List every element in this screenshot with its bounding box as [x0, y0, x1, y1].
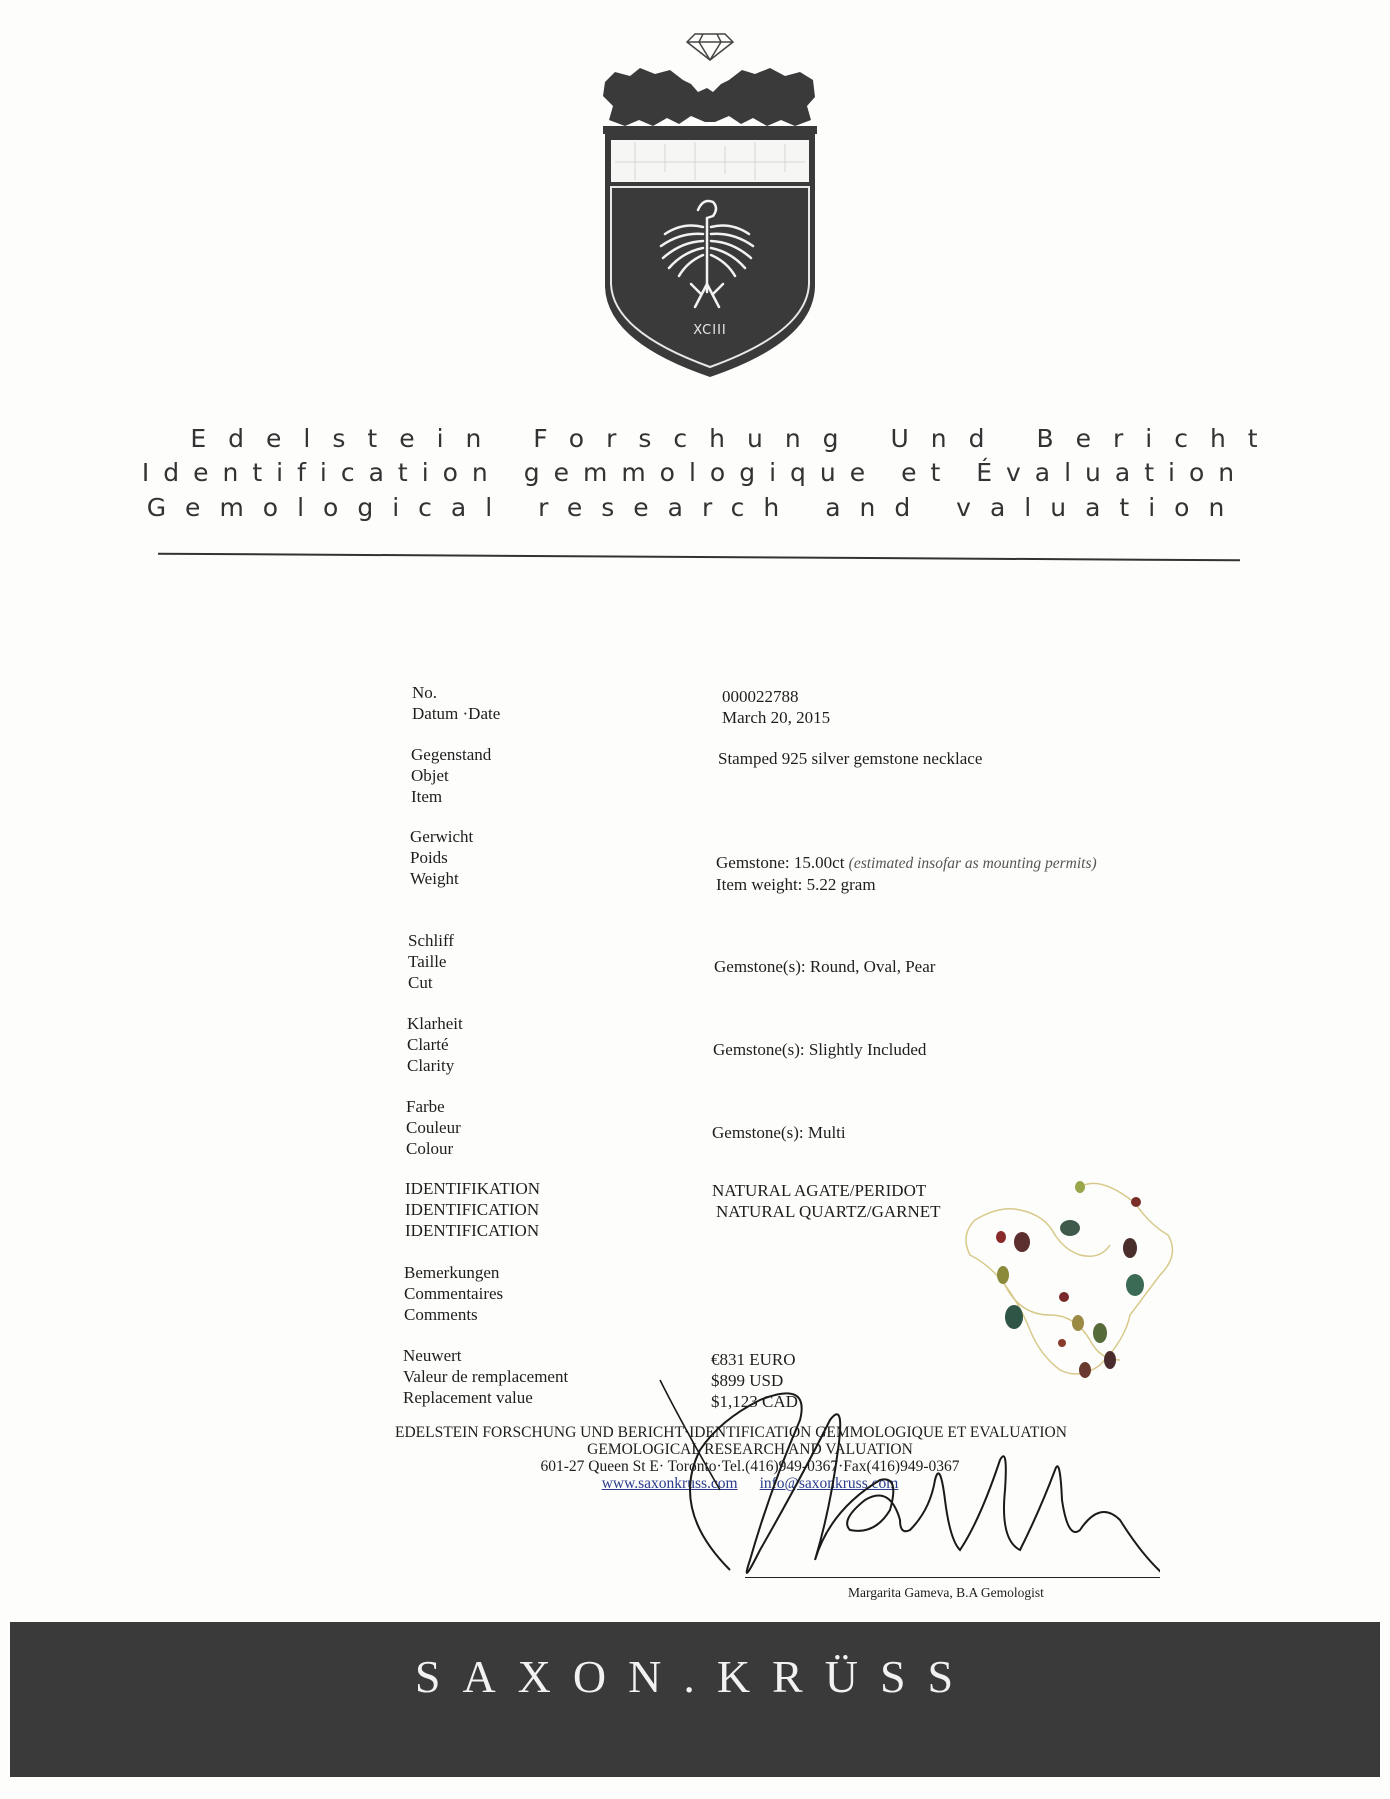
signature-image — [600, 1360, 1160, 1600]
clarity-label-en: Clarity — [407, 1056, 455, 1075]
weight-item: Item weight: 5.22 gram — [716, 875, 876, 894]
number-label: No. — [412, 683, 438, 702]
identification-values — [712, 1180, 941, 1222]
clarity-value: Gemstone(s): Slightly Included — [713, 1040, 927, 1059]
motto-english: Gemological research and valuation — [146, 493, 1244, 522]
item-labels — [411, 744, 491, 807]
colour-value: Gemstone(s): Multi — [712, 1123, 846, 1142]
clarity-label-de: Klarheit — [407, 1014, 463, 1033]
weight-values — [716, 852, 1097, 895]
identification-label-en: IDENTIFICATION — [405, 1221, 540, 1240]
value-label-en: Replacement value — [403, 1388, 533, 1407]
value-label-fr: Valeur de remplacement — [403, 1367, 569, 1386]
motto-german: Edelstein Forschung Und Bericht — [190, 424, 1280, 453]
colour-label-fr: Couleur — [406, 1118, 461, 1137]
colour-label-en: Colour — [406, 1139, 454, 1158]
weight-labels — [410, 826, 473, 889]
clarity-label-fr: Clarté — [407, 1035, 449, 1054]
comments-labels — [404, 1262, 503, 1325]
value-usd: $899 USD — [711, 1371, 784, 1390]
signer-name: Margarita Gameva, B.A Gemologist — [848, 1585, 1044, 1600]
brand-name: SAXON.KRÜSS — [414, 1651, 976, 1702]
cut-label-fr: Taille — [408, 952, 447, 971]
weight-label-en: Weight — [410, 869, 459, 888]
item-label-fr: Objet — [411, 766, 449, 785]
value-labels — [403, 1345, 568, 1408]
footer-line-2: GEMOLOGICAL RESEARCH AND VALUATION — [587, 1441, 913, 1458]
identification-label-de: IDENTIFIKATION — [405, 1179, 541, 1198]
comments-label-en: Comments — [404, 1305, 478, 1324]
item-label-en: Item — [411, 787, 443, 806]
weight-gemstone: Gemstone: 15.00ct — [716, 853, 845, 872]
value-label-de: Neuwert — [403, 1346, 462, 1365]
colour-labels — [406, 1096, 461, 1159]
footer-line-3: 601-27 Queen St E· Toronto·Tel.(416)949-0367·Fax(416)949-0367 — [540, 1458, 960, 1475]
date-label: Datum ·Date — [412, 704, 501, 723]
identification-value-2: NATURAL QUARTZ/GARNET — [716, 1202, 941, 1221]
report-number: 000022788 — [722, 687, 799, 706]
identification-value-1: NATURAL AGATE/PERIDOT — [712, 1181, 927, 1200]
cut-label-en: Cut — [408, 973, 433, 992]
email-link[interactable]: info@saxonkruss.com — [759, 1475, 899, 1492]
item-label-de: Gegenstand — [411, 745, 492, 764]
cut-label-de: Schliff — [408, 931, 454, 950]
comments-label-fr: Commentaires — [404, 1284, 504, 1303]
value-cad: $1,123 CAD — [711, 1392, 798, 1411]
item-value: Stamped 925 silver gemstone necklace — [718, 749, 983, 768]
weight-label-de: Gerwicht — [410, 827, 474, 846]
number-date-values — [722, 686, 830, 728]
number-date-labels — [412, 682, 500, 724]
report-date: March 20, 2015 — [722, 708, 831, 727]
weight-label-fr: Poids — [410, 848, 448, 867]
griffins-icon — [603, 68, 815, 126]
cut-value: Gemstone(s): Round, Oval, Pear — [714, 957, 936, 976]
clarity-labels — [407, 1013, 463, 1076]
colour-label-de: Farbe — [406, 1097, 445, 1116]
cut-labels — [408, 930, 454, 993]
crest-numeral: XCIII — [693, 323, 727, 338]
website-link[interactable]: www.saxonkruss.com — [601, 1475, 738, 1492]
identification-labels — [405, 1178, 540, 1241]
value-euro: €831 EURO — [711, 1350, 796, 1369]
motto-french: Identification gemmologique et Évaluation — [141, 458, 1249, 487]
comments-label-de: Bemerkungen — [404, 1263, 500, 1282]
weight-note: (estimated insofar as mounting permits) — [848, 855, 1097, 872]
header-divider — [158, 553, 1240, 562]
identification-label-fr: IDENTIFICATION — [405, 1200, 540, 1219]
diamond-icon — [687, 34, 733, 60]
signature-line — [745, 1577, 1160, 1578]
footer-line-1: EDELSTEIN FORSCHUNG UND BERICHT·IDENTIFICATION GEMMOLOGIQUE ET EVALUATION — [395, 1424, 1067, 1441]
crest-logo — [595, 22, 825, 382]
